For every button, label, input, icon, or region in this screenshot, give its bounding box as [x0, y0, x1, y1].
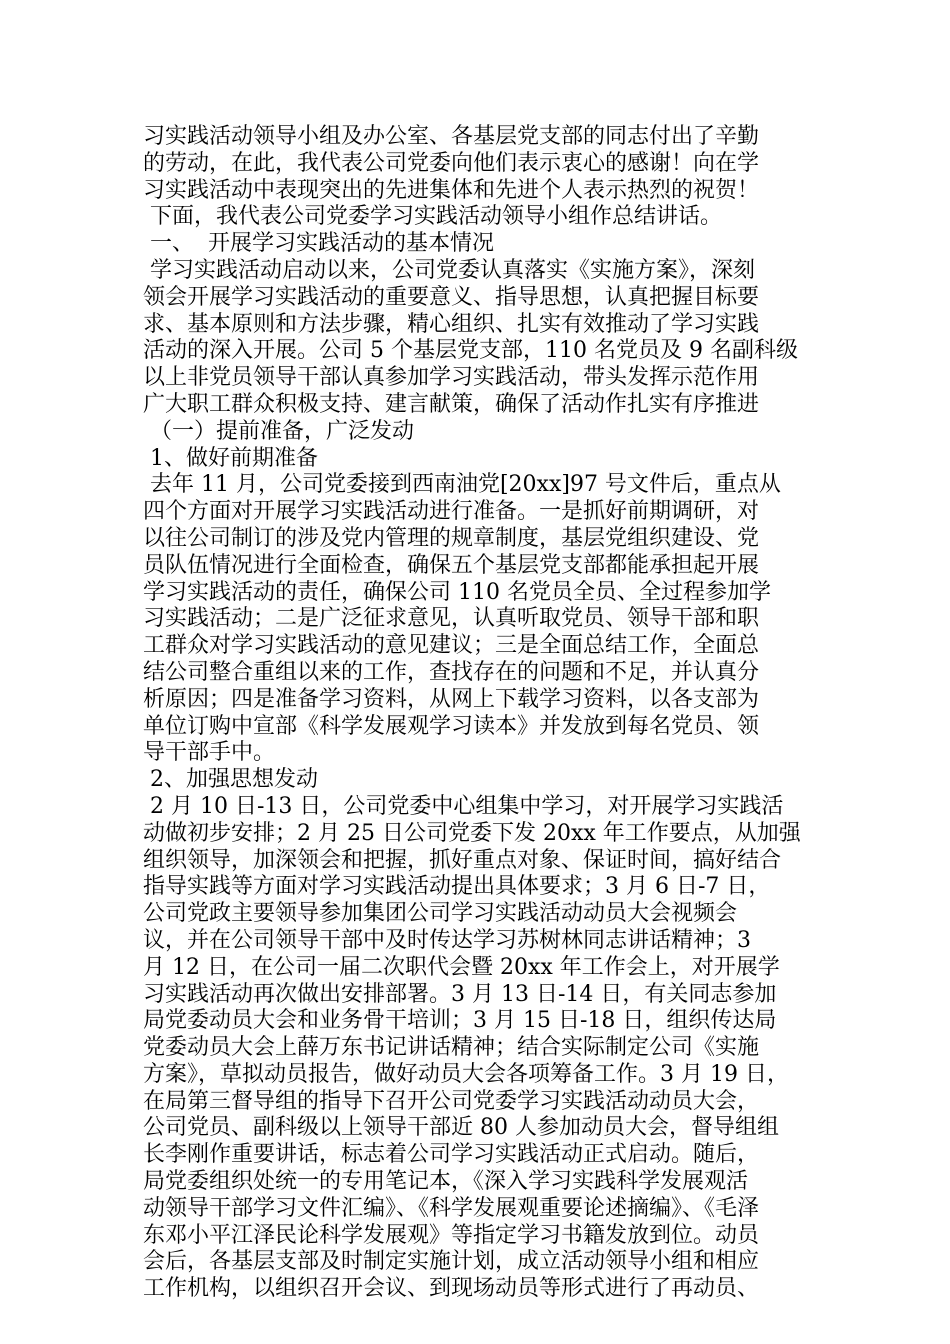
text-line: 析原因；四是准备学习资料，从网上下载学习资料，以各支部为 [143, 686, 760, 712]
text-line: 党委动员大会上薛万东书记讲话精神；结合实际制定公司《实施 [143, 1035, 760, 1061]
text-line: 广大职工群众积极支持、建言献策，确保了活动作扎实有序推进 [143, 391, 760, 417]
text-line: 习实践活动；二是广泛征求意见，认真听取党员、领导干部和职 [143, 606, 760, 632]
item-heading: 1、做好前期准备 [143, 445, 318, 471]
text-line: 在局第三督导组的指导下召开公司党委学习实践活动动员大会， [143, 1088, 760, 1114]
text-line: 长李刚作重要讲话，标志着公司学习实践活动正式启动。随后， [143, 1142, 760, 1168]
text-line: 动做初步安排；2 月 25 日公司党委下发 20xx 年工作要点，从加强 [143, 820, 801, 846]
text-line: 东邓小平江泽民论科学发展观》等指定学习书籍发放到位。动员 [143, 1222, 760, 1248]
text-line: 工作机构，以组织召开会议、到现场动员等形式进行了再动员、 [143, 1276, 760, 1302]
text-line: 学习实践活动启动以来，公司党委认真落实《实施方案》，深刻 [143, 257, 755, 283]
text-line: 习实践活动领导小组及办公室、各基层党支部的同志付出了辛勤 [143, 124, 760, 149]
text-line: 下面，我代表公司党委学习实践活动领导小组作总结讲话。 [143, 204, 722, 230]
text-line: 求、基本原则和方法步骤，精心组织、扎实有效推动了学习实践 [143, 311, 760, 337]
text-line: 员队伍情况进行全面检查，确保五个基层党支部都能承担起开展 [143, 552, 760, 578]
text-line: 动领导干部学习文件汇编》、《科学发展观重要论述摘编》、《毛泽 [143, 1195, 760, 1221]
text-line: 指导实践等方面对学习实践活动提出具体要求；3 月 6 日-7 日， [143, 874, 771, 900]
text-line: 结公司整合重组以来的工作，查找存在的问题和不足，并认真分 [143, 659, 760, 685]
text-line: 去年 11 月，公司党委接到西南油党[20xx]97 号文件后，重点从 [143, 472, 781, 498]
text-line: 公司党员、副科级以上领导干部近 80 人参加动员大会，督导组组 [143, 1115, 779, 1141]
text-line: 组织领导，加深领会和把握，抓好重点对象、保证时间，搞好结合 [143, 847, 782, 873]
section-heading: 一、 开展学习实践活动的基本情况 [143, 231, 494, 257]
text-line: 局党委动员大会和业务骨干培训；3 月 15 日-18 日，组织传达局 [143, 1008, 777, 1034]
text-line: 习实践活动中表现突出的先进集体和先进个人表示热烈的祝贺！ [143, 177, 760, 203]
text-line: 的劳动，在此，我代表公司党委向他们表示衷心的感谢！向在学 [143, 150, 760, 176]
text-line: 活动的深入开展。公司 5 个基层党支部，110 名党员及 9 名副科级 [143, 338, 798, 364]
text-line: 领会开展学习实践活动的重要意义、指导思想，认真把握目标要 [143, 284, 760, 310]
text-line: 导干部手中。 [143, 740, 276, 766]
text-line: 习实践活动再次做出安排部署。3 月 13 日-14 日，有关同志参加 [143, 981, 777, 1007]
text-line: 四个方面对开展学习实践活动进行准备。一是抓好前期调研，对 [143, 499, 760, 525]
document-body [143, 124, 823, 1303]
item-heading: 2、加强思想发动 [143, 767, 318, 793]
text-line: 学习实践活动的责任，确保公司 110 名党员全员、全过程参加学 [143, 579, 771, 605]
text-line: 单位订购中宣部《科学发展观学习读本》并发放到每名党员、领 [143, 713, 760, 739]
text-line: 局党委组织处统一的专用笔记本，《深入学习实践科学发展观活 [143, 1169, 749, 1195]
text-line: 2 月 10 日-13 日，公司党委中心组集中学习，对开展学习实践活 [143, 793, 784, 819]
text-line: 会后，各基层支部及时制定实施计划，成立活动领导小组和相应 [143, 1249, 760, 1275]
text-line: 以上非党员领导干部认真参加学习实践活动，带头发挥示范作用 [143, 365, 760, 391]
text-line: 月 12 日，在公司一届二次职代会暨 20xx 年工作会上，对开展学 [143, 954, 780, 980]
text-line: 公司党政主要领导参加集团公司学习实践活动动员大会视频会 [143, 901, 738, 927]
text-line: 议，并在公司领导干部中及时传达学习苏树林同志讲话精神；3 [143, 927, 751, 953]
text-line: 方案》，草拟动员报告，做好动员大会各项筹备工作。3 月 19 日， [143, 1061, 789, 1087]
text-line: 以往公司制订的涉及党内管理的规章制度，基层党组织建设、党 [143, 525, 760, 551]
text-line: 工群众对学习实践活动的意见建议；三是全面总结工作，全面总 [143, 633, 760, 659]
subsection-heading: （一）提前准备，广泛发动 [143, 418, 414, 444]
